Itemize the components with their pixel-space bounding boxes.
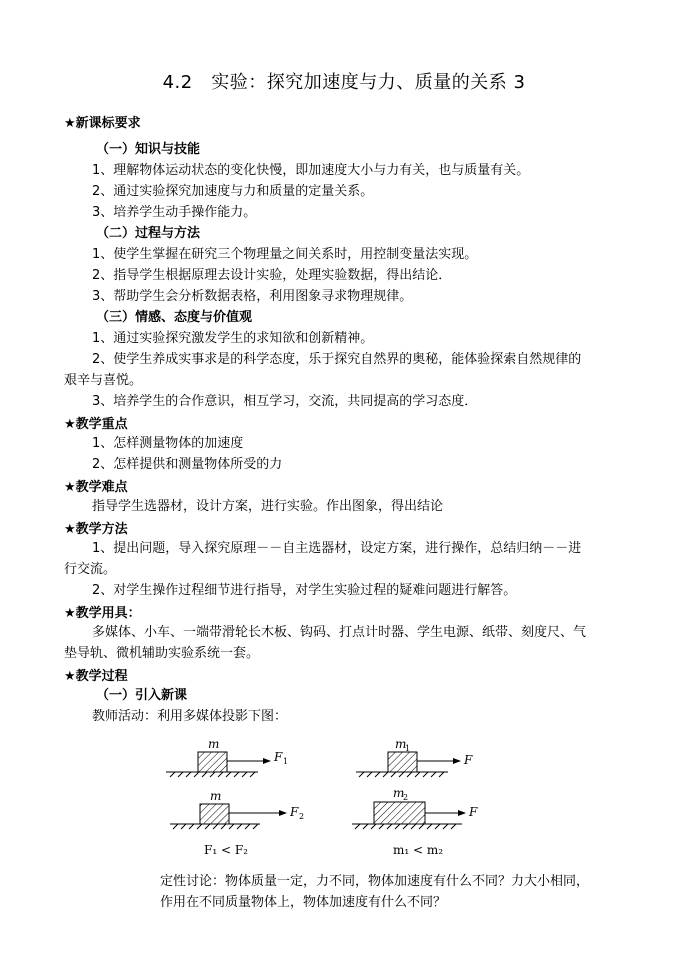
- page-title: 4.2 实验：探究加速度与力、质量的关系 3: [162, 72, 526, 93]
- diagram-left-bottom: [170, 789, 304, 857]
- process-item: 3、帮助学生会分析数据表格，利用图象寻求物理规律。: [92, 289, 413, 304]
- section-heading-process: ★教学过程: [64, 669, 128, 684]
- method-item: 1、提出问题，导入探究原理－－自主选器材，设定方案，进行操作，总结归纳－－进: [92, 541, 582, 556]
- caption-mass-comparison: m₁ < m₂: [393, 843, 444, 857]
- knowledge-item: 1、理解物体运动状态的变化快慢，即加速度大小与力有关，也与质量有关。: [92, 163, 530, 178]
- section-heading-tools: ★教学用具：: [64, 606, 141, 621]
- block: [200, 804, 229, 824]
- knowledge-item: 2、通过实验探究加速度与力和质量的定量关系。: [92, 184, 374, 199]
- teacher-activity: 教师活动：利用多媒体投影下图：: [92, 709, 288, 724]
- section-heading-methods: ★教学方法: [64, 522, 128, 537]
- difficulties-text: 指导学生选器材，设计方案，进行实验。作出图象，得出结论: [92, 499, 444, 514]
- values-item-continued: 艰辛与喜悦。: [64, 373, 143, 388]
- ground-hatching: [355, 824, 456, 829]
- block: [388, 752, 417, 772]
- subheading-knowledge: （一）知识与技能: [96, 142, 201, 157]
- values-item: 2、使学生养成实事求是的科学态度，乐于探究自然界的奥秘，能体验探索自然规律的: [92, 352, 582, 367]
- force-label: F: [290, 805, 299, 819]
- mass-label-subscript: 2: [403, 793, 409, 802]
- ground-hatching: [173, 824, 258, 829]
- subheading-values: （三）情感、态度与价值观: [96, 310, 253, 325]
- method-item-continued: 行交流。: [64, 562, 117, 577]
- process-item: 1、使学生掌握在研究三个物理量之间关系时，用控制变量法实现。: [92, 247, 478, 262]
- ground-hatching: [359, 772, 444, 777]
- force-mass-diagram: [0, 730, 688, 870]
- tools-text-continued: 垫导轨、微机辅助实验系统一套。: [64, 646, 260, 661]
- mass-label: m: [393, 786, 405, 800]
- values-item: 1、通过实验探究激发学生的求知欲和创新精神。: [92, 331, 374, 346]
- block: [374, 802, 425, 824]
- subheading-intro: （一）引入新课: [96, 688, 188, 703]
- mass-label-subscript: 1: [405, 744, 411, 753]
- tools-text: 多媒体、小车、一端带滑轮长木板、钩码、打点计时器、学生电源、纸带、刻度尺、气: [92, 625, 587, 640]
- force-label: F: [464, 753, 473, 767]
- diagram-right-bottom: [352, 786, 478, 857]
- discussion-text-continued: 作用在不同质量物体上，物体加速度有什么不同？: [160, 895, 447, 910]
- discussion-text: 定性讨论：物体质量一定，力不同，物体加速度有什么不同？力大小相同，: [160, 874, 590, 889]
- force-label-subscript: 2: [299, 812, 305, 821]
- force-label: F: [274, 750, 283, 764]
- mass-label: m: [208, 737, 220, 751]
- knowledge-item: 3、培养学生动手操作能力。: [92, 205, 257, 220]
- subheading-process: （二）过程与方法: [96, 226, 201, 241]
- caption-force-comparison: F₁ < F₂: [204, 843, 248, 857]
- section-heading-key-points: ★教学重点: [64, 417, 128, 432]
- section-heading-requirements: ★新课标要求: [64, 116, 141, 131]
- key-point-item: 2、怎样提供和测量物体所受的力: [92, 457, 283, 472]
- method-item: 2、对学生操作过程细节进行指导，对学生实验过程的疑难问题进行解答。: [92, 583, 517, 598]
- diagram-left-top: [166, 737, 288, 777]
- diagram-right-top: [356, 737, 473, 777]
- mass-label: m: [210, 789, 222, 803]
- values-item: 3、培养学生的合作意识，相互学习，交流，共同提高的学习态度．: [92, 394, 478, 409]
- section-heading-difficulties: ★教学难点: [64, 480, 128, 495]
- ground-hatching: [170, 772, 255, 777]
- process-item: 2、指导学生根据原理去设计实验，处理实验数据，得出结论．: [92, 268, 452, 283]
- block: [198, 752, 227, 772]
- force-label-subscript: 1: [283, 757, 289, 766]
- mass-label: m: [395, 737, 407, 751]
- force-label: F: [469, 805, 478, 819]
- key-point-item: 1、怎样测量物体的加速度: [92, 436, 244, 451]
